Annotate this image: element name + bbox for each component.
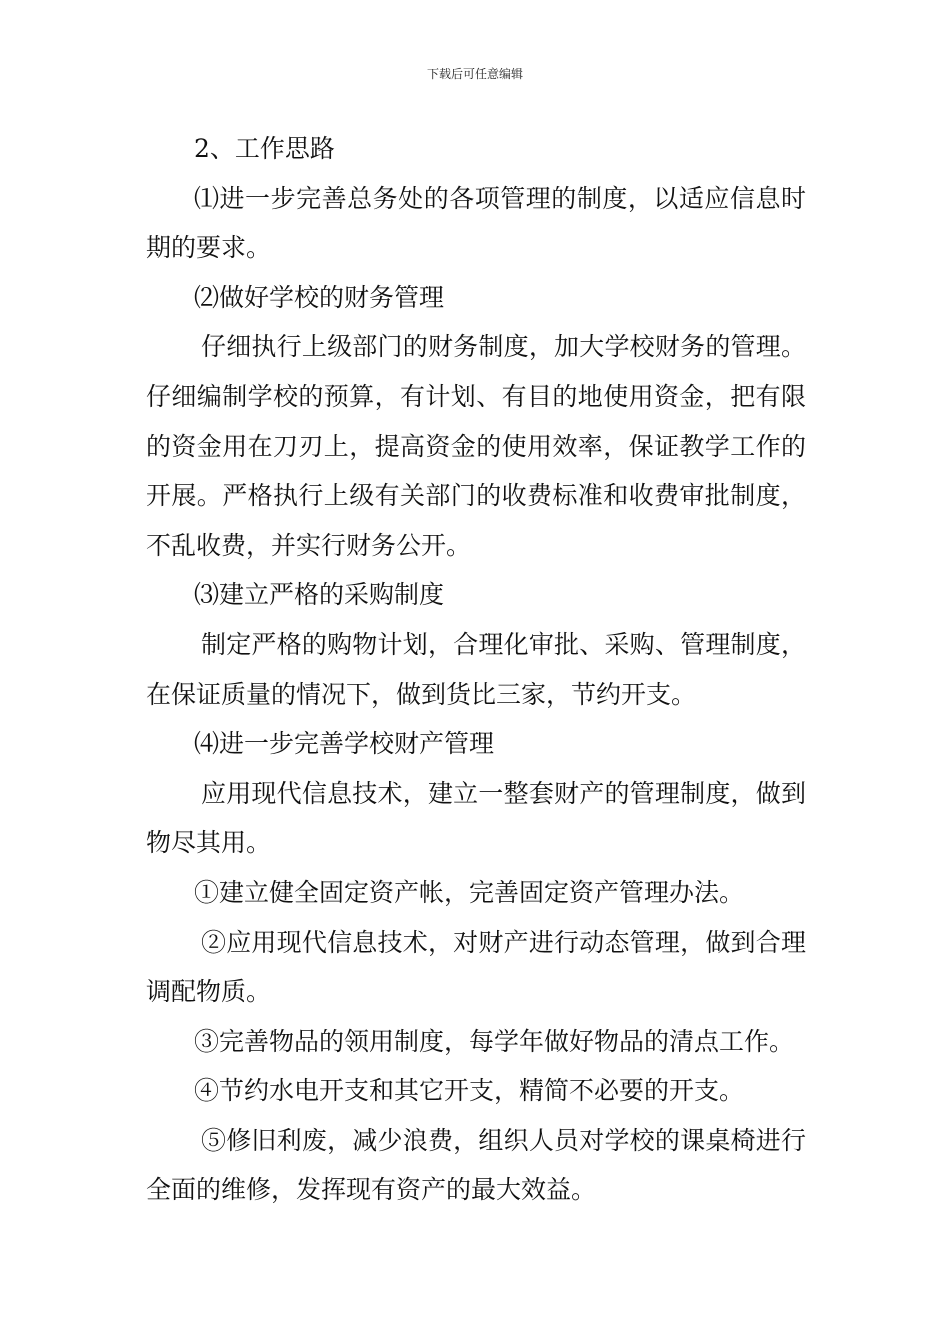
item-2-body: 仔细执行上级部门的财务制度，加大学校财务的管理。仔细编制学校的预算，有计划、有目的地使用资金，把有限的资金用在刀刃上，提高资金的使用效率，保证教学工作的开展。严格执行上级有关部门的收费标准和收费审批制度，不乱收费，并实行财务公开。 <box>146 332 806 560</box>
sub-item-4: ④节约水电开支和其它开支，精简不必要的开支。 <box>194 1076 745 1106</box>
item-3-heading: ⑶建立严格的采购制度 <box>194 580 445 610</box>
header-note: 下载后可任意编辑 <box>426 67 523 81</box>
item-2-heading: ⑵做好学校的财务管理 <box>194 282 445 312</box>
item-1-heading: ⑴进一步完善总务处的各项管理的制度，以适应信息时期的要求。 <box>146 183 806 263</box>
sub-item-5: ⑤修旧利废，减少浪费，组织人员对学校的课桌椅进行全面的维修，发挥现有资产的最大效益。 <box>146 1125 806 1205</box>
item-4-body: 应用现代信息技术，建立一整套财产的管理制度，做到物尽其用。 <box>146 778 806 858</box>
item-4-heading: ⑷进一步完善学校财产管理 <box>194 729 495 759</box>
sub-item-1: ①建立健全固定资产帐，完善固定资产管理办法。 <box>194 877 745 907</box>
section-heading: 2、工作思路 <box>194 134 335 163</box>
document-body <box>146 124 806 1215</box>
sub-item-3: ③完善物品的领用制度，每学年做好物品的清点工作。 <box>194 1026 795 1056</box>
item-3-body: 制定严格的购物计划，合理化审批、采购、管理制度，在保证质量的情况下，做到货比三家，节约开支。 <box>146 629 806 709</box>
sub-item-2: ②应用现代信息技术，对财产进行动态管理，做到合理调配物质。 <box>146 927 806 1007</box>
